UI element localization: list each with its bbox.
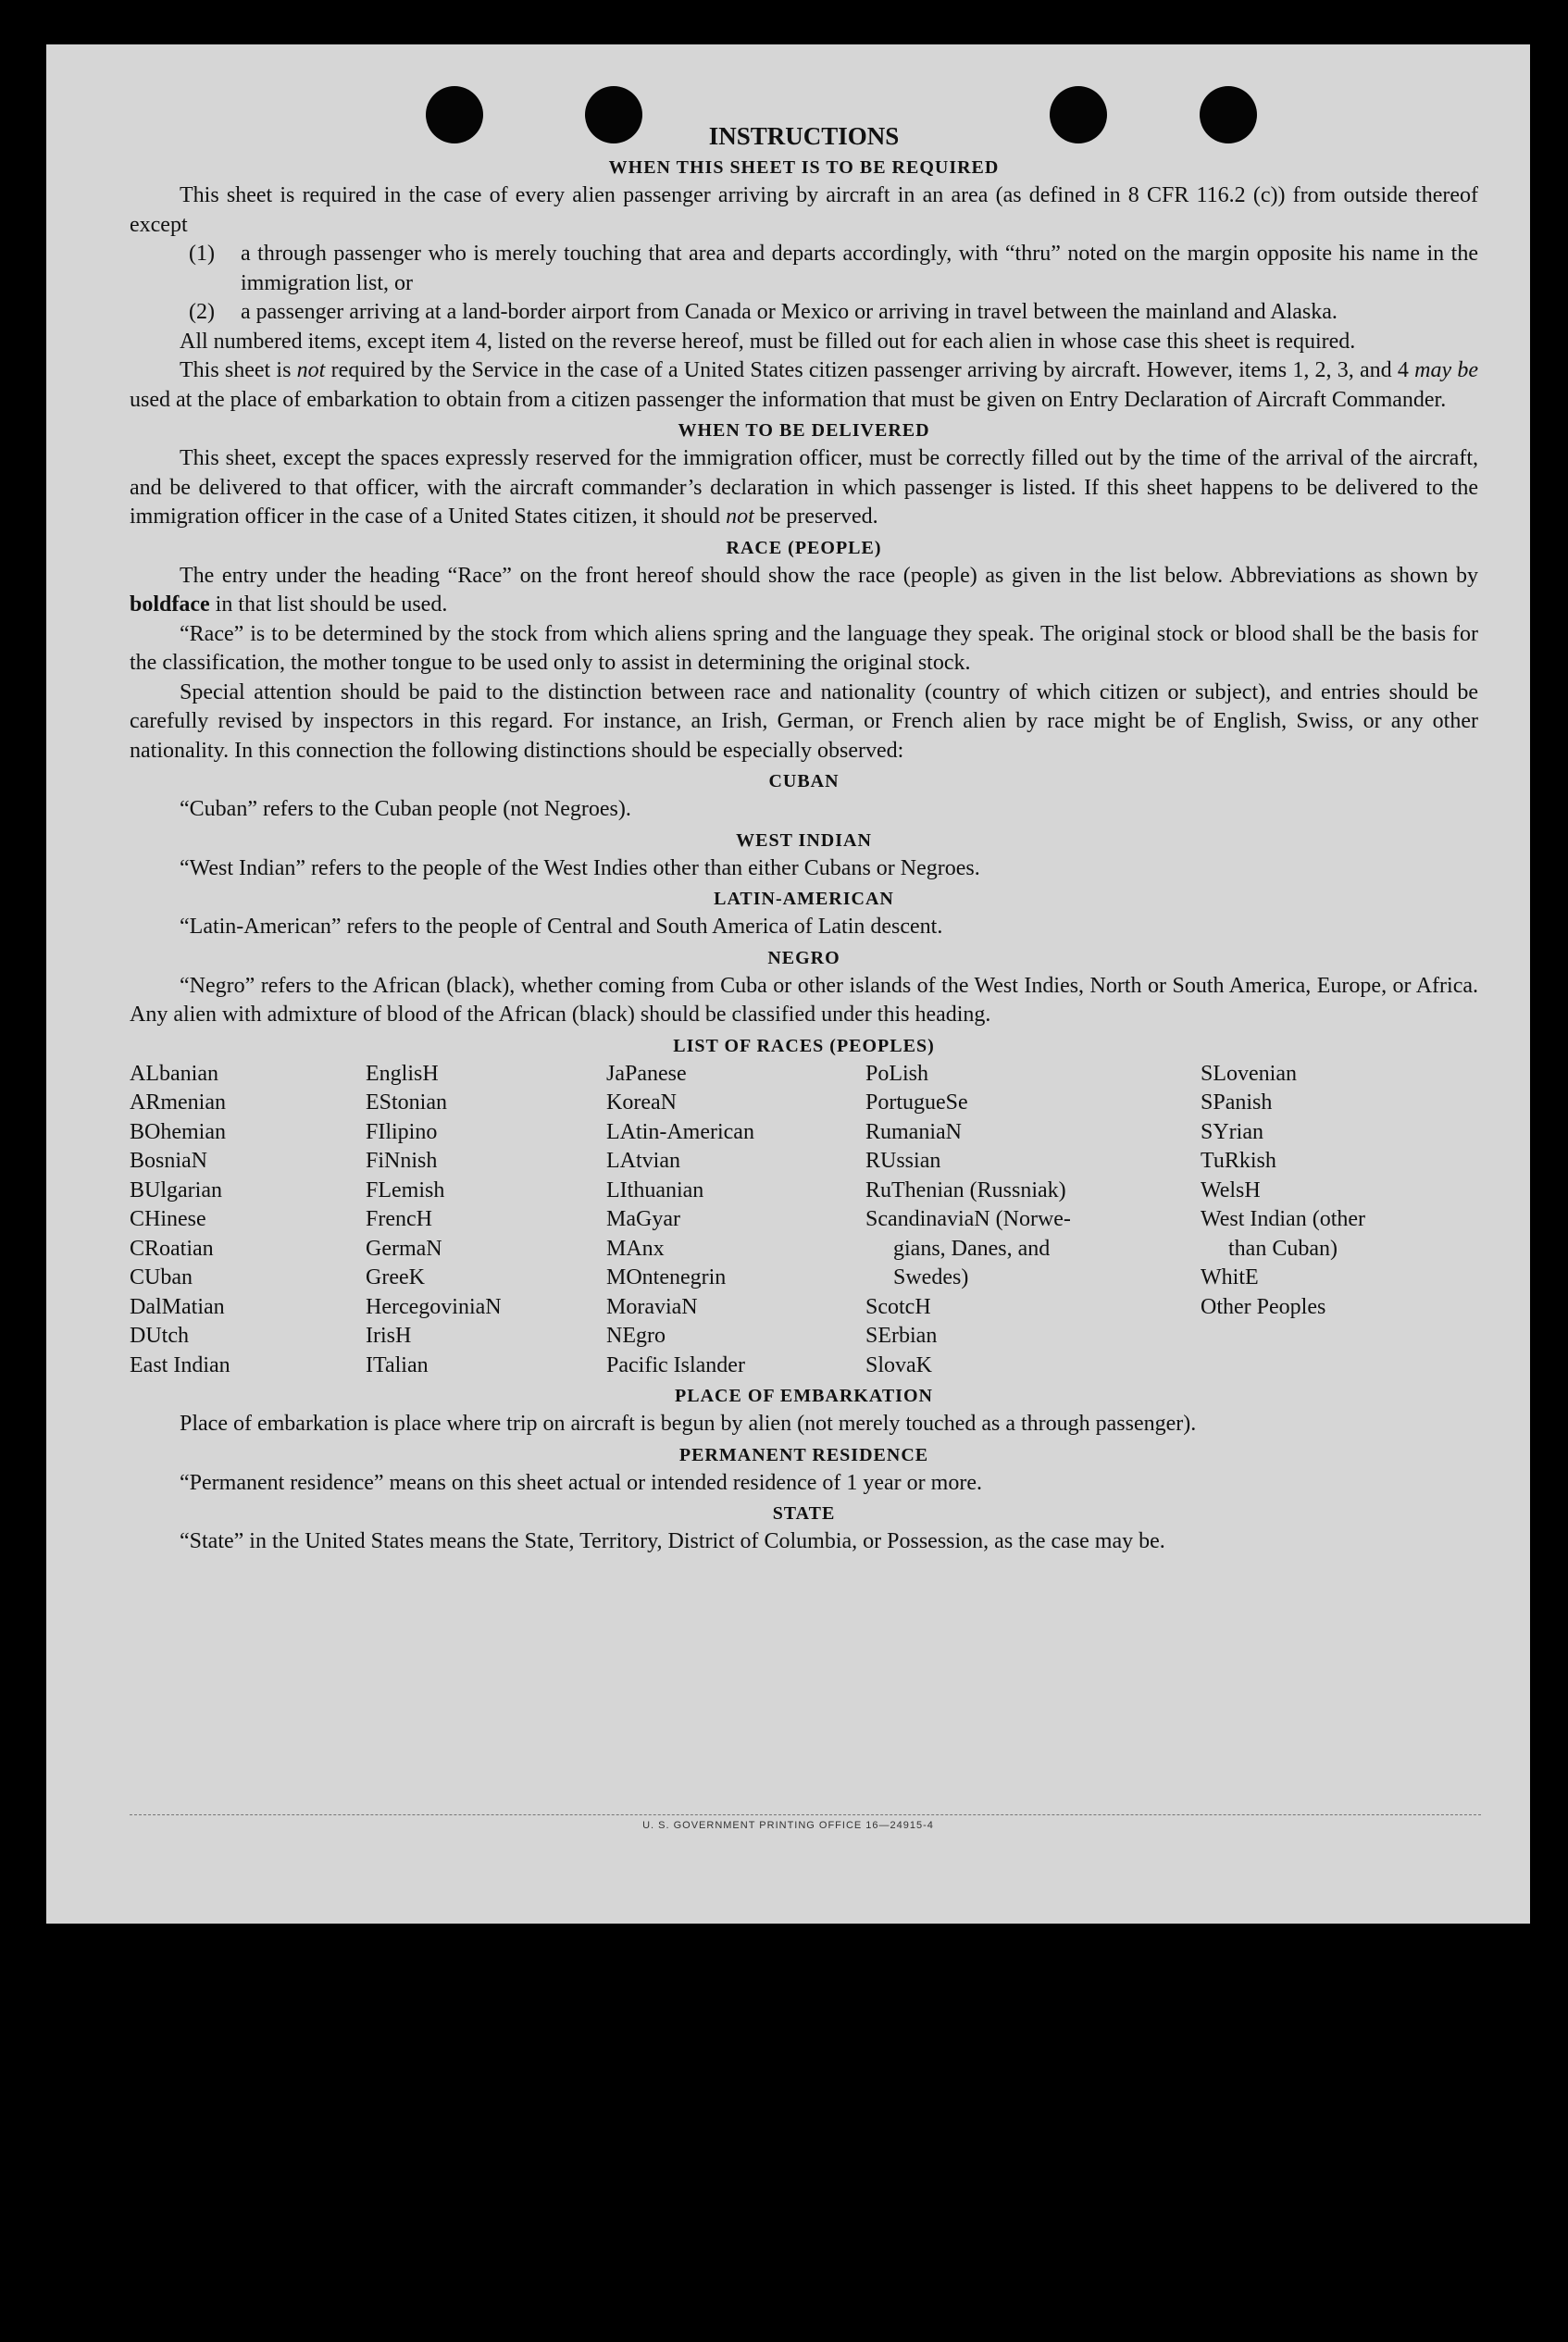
paragraph: This sheet is not required by the Service in the case of a United States citizen passenger arriving by aircraft. However, items 1, 2, 3, and 4 may be used at the place of embarkation to obtain from a citizen passenger the information that must be given on Entry Declaration of Aircraft Commander. (130, 358, 1478, 412)
section-heading-required: WHEN THIS SHEET IS TO BE REQUIRED (608, 157, 1000, 178)
paragraph: The entry under the heading “Race” on the front hereof should show the race (people) as given in the list below. Abbreviations as shown by boldface in that list should be used. (130, 563, 1478, 617)
race-entry: MOntenegrin (606, 1265, 727, 1289)
race-entry: BOhemian (130, 1119, 226, 1144)
list-item (189, 298, 1478, 328)
races-table (130, 1060, 1478, 1381)
section-heading-cuban: CUBAN (768, 771, 840, 791)
race-entry: MoraviaN (606, 1294, 698, 1319)
race-entry: CHinese (130, 1207, 206, 1231)
item-number: (2) (189, 300, 215, 324)
section-heading-races-list: LIST OF RACES (PEOPLES) (673, 1035, 935, 1056)
race-entry: SLovenian (1201, 1061, 1297, 1086)
race-entry: PortugueSe (865, 1090, 968, 1115)
paragraph: “West Indian” refers to the people of the West Indies other than either Cubans or Negroes. (180, 855, 980, 880)
races-column (606, 1060, 865, 1381)
race-entry: RumaniaN (865, 1119, 962, 1144)
race-entry: JaPanese (606, 1061, 687, 1086)
race-entry: CUban (130, 1265, 193, 1289)
race-entry: SErbian (865, 1324, 938, 1348)
paragraph: All numbered items, except item 4, listed on the reverse hereof, must be filled out for each alien in whose case this sheet is required. (180, 329, 1356, 354)
paragraph: This sheet is required in the case of every alien passenger arriving by aircraft in an area (as defined in 8 CFR 116.2 (c)) from outside thereof except (130, 183, 1478, 237)
race-entry: BosniaN (130, 1149, 207, 1173)
race-entry: TuRkish (1201, 1149, 1276, 1173)
printer-imprint: U. S. GOVERNMENT PRINTING OFFICE 16—24915-4 (642, 1820, 934, 1831)
race-entry: LAtin-American (606, 1119, 754, 1144)
race-entry: Other Peoples (1201, 1294, 1326, 1319)
race-entry: MaGyar (606, 1207, 680, 1231)
race-entry: ScotcH (865, 1294, 931, 1319)
item-number: (1) (189, 242, 215, 266)
race-entry: than Cuban) (1228, 1236, 1338, 1261)
race-entry: FrencH (366, 1207, 432, 1231)
races-column (1201, 1060, 1478, 1381)
race-entry: WhitE (1201, 1265, 1259, 1289)
race-entry: GreeK (366, 1265, 425, 1289)
race-entry: DUtch (130, 1324, 189, 1348)
race-entry: LAtvian (606, 1149, 680, 1173)
race-entry: EStonian (366, 1090, 447, 1115)
race-entry: EnglisH (366, 1061, 439, 1086)
page-title: INSTRUCTIONS (708, 122, 900, 150)
races-column (130, 1060, 366, 1381)
race-entry: FiNnish (366, 1149, 438, 1173)
race-entry: CRoatian (130, 1236, 214, 1261)
item-text: a through passenger who is merely touching that area and departs accordingly, with “thru” noted on the margin opposite his name in the immigration list, or (241, 242, 1478, 295)
paragraph: “Cuban” refers to the Cuban people (not Negroes). (180, 797, 631, 821)
section-heading-embarkation: PLACE OF EMBARKATION (675, 1386, 933, 1406)
race-entry: FLemish (366, 1177, 445, 1202)
race-entry: IrisH (366, 1324, 412, 1348)
races-column (366, 1060, 606, 1381)
paragraph: Special attention should be paid to the distinction between race and nationality (country of which citizen or subject), and entries should be carefully revised by inspectors in this regard. For instance, an Irish, German, or French alien by race might be of English, Swiss, or any other nationality. In this connection the following distinctions should be especially observed: (130, 679, 1478, 763)
race-entry: NEgro (606, 1324, 666, 1348)
section-heading-delivered: WHEN TO BE DELIVERED (678, 420, 930, 441)
race-entry: KoreaN (606, 1090, 677, 1115)
race-entry: SPanish (1201, 1090, 1273, 1115)
paragraph: “State” in the United States means the State, Territory, District of Columbia, or Possession, as the case may be. (180, 1529, 1165, 1553)
race-entry: ARmenian (130, 1090, 226, 1115)
races-column (865, 1060, 1201, 1381)
paragraph: Place of embarkation is place where trip on aircraft is begun by alien (not merely touched as a through passenger). (180, 1412, 1197, 1436)
race-entry: SYrian (1201, 1119, 1263, 1144)
race-entry: FIlipino (366, 1119, 438, 1144)
race-entry: HercegoviniaN (366, 1294, 502, 1319)
race-entry: BUlgarian (130, 1177, 222, 1202)
paragraph: This sheet, except the spaces expressly reserved for the immigration officer, must be correctly filled out by the time of the arrival of the aircraft, and be delivered to that officer, with the aircraft commander’s declaration in which passenger is listed. If this sheet happens to be delivered to the immigration officer in the case of a United States citizen, it should not be preserved. (130, 446, 1478, 529)
paragraph: “Race” is to be determined by the stock from which aliens spring and the language they speak. The original stock or blood shall be the basis for the classification, the mother tongue to be used only to assist in determining the original stock. (130, 621, 1478, 675)
race-entry: gians, Danes, and (893, 1236, 1051, 1261)
paragraph: “Permanent residence” means on this sheet actual or intended residence of 1 year or more. (180, 1470, 982, 1495)
paragraph: “Latin-American” refers to the people of Central and South America of Latin descent. (180, 915, 943, 939)
race-entry: GermaN (366, 1236, 442, 1261)
race-entry: ALbanian (130, 1061, 218, 1086)
section-heading-residence: PERMANENT RESIDENCE (678, 1444, 929, 1465)
race-entry: RuThenian (Russniak) (865, 1177, 1066, 1202)
paragraph: “Negro” refers to the African (black), whether coming from Cuba or other islands of the West Indies, North or South America, Europe, or Africa. Any alien with admixture of blood of the African (black) should be classified under this heading. (130, 973, 1478, 1027)
race-entry: ITalian (366, 1352, 429, 1377)
item-text: a passenger arriving at a land-border airport from Canada or Mexico or arriving in travel between the mainland and Alaska. (241, 300, 1338, 324)
race-entry: LIthuanian (606, 1177, 704, 1202)
race-entry: ScandinaviaN (Norwe- (865, 1207, 1071, 1231)
race-entry: RUssian (865, 1149, 941, 1173)
document-page (46, 44, 1530, 1924)
race-entry: East Indian (130, 1352, 230, 1377)
race-entry: DalMatian (130, 1294, 225, 1319)
section-heading-negro: NEGRO (767, 947, 840, 968)
race-entry: West Indian (other (1201, 1207, 1366, 1231)
section-heading-state: STATE (772, 1503, 836, 1524)
race-entry: SlovaK (865, 1352, 932, 1377)
section-heading-latin-american: LATIN-AMERICAN (714, 889, 894, 909)
race-entry: MAnx (606, 1236, 665, 1261)
race-entry: Pacific Islander (606, 1352, 745, 1377)
race-entry: PoLish (865, 1061, 929, 1086)
section-heading-race: RACE (PEOPLE) (726, 537, 882, 558)
race-entry: Swedes) (893, 1265, 969, 1289)
divider (130, 1814, 1481, 1815)
list-item (189, 240, 1478, 298)
race-entry: WelsH (1201, 1177, 1261, 1202)
document-body (130, 118, 1478, 1557)
section-heading-west-indian: WEST INDIAN (736, 829, 872, 851)
